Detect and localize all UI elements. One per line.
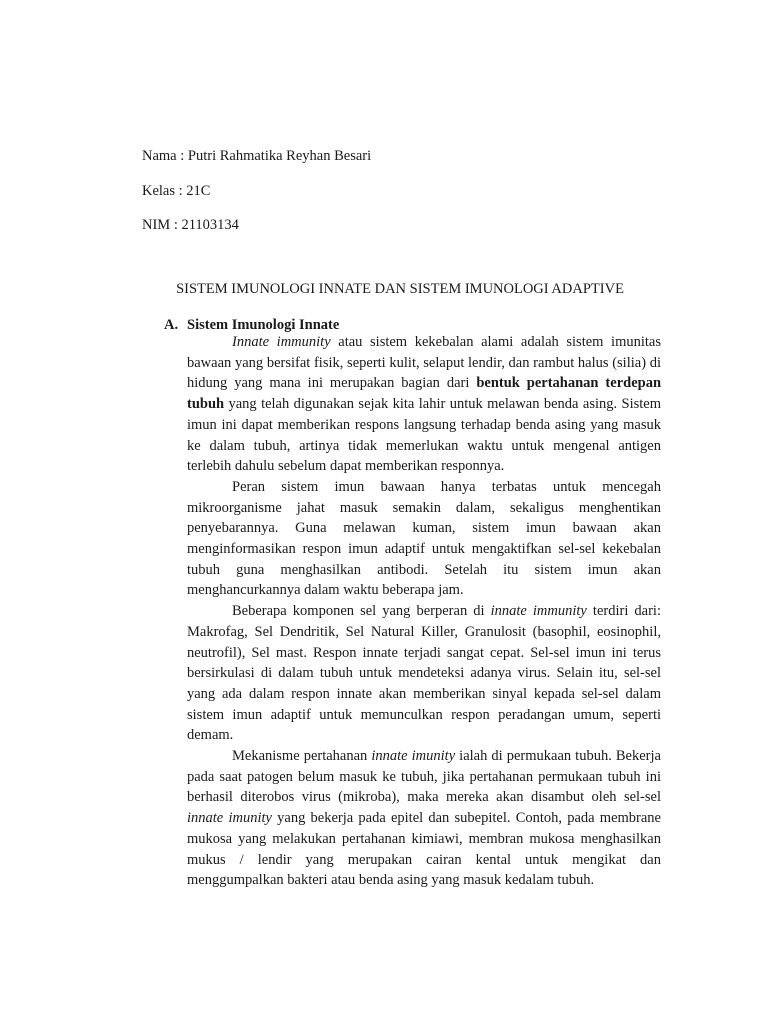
section-letter: A.	[164, 317, 179, 333]
student-nim: NIM : 21103134	[142, 217, 239, 233]
emphasis-term: innate imunity	[187, 810, 272, 827]
paragraph-1	[187, 332, 661, 477]
paragraph-text: ialah di permukaan tubuh. Bekerja pada saat patogen belum masuk ke tubuh, jika pertahanan permukaan tubuh ini berhasil diterobos virus (mikroba), maka mereka akan disambut oleh sel-sel	[187, 748, 661, 806]
student-class: Kelas : 21C	[142, 183, 211, 199]
paragraph-3	[187, 601, 661, 746]
paragraph-text: yang telah digunakan sejak kita lahir untuk melawan benda asing. Sistem imun ini dapat memberikan respons langsung terhadap benda asing yang masuk ke dalam tubuh, artinya tidak memerlukan waktu untuk mengenal antigen terlebih dahulu sebelum dapat memberikan responnya.	[187, 396, 661, 475]
emphasis-term: innate imunity	[371, 748, 456, 765]
paragraph-text: Beberapa komponen sel yang berperan di	[232, 603, 491, 620]
paragraph-text: atau sistem kekebalan alami adalah sistem imunitas bawaan yang bersifat fisik, seperti kulit, selaput lendir, dan rambut halus (silia) di hidung yang mana ini merupakan bagian dari	[187, 334, 661, 392]
document-title: SISTEM IMUNOLOGI INNATE DAN SISTEM IMUNOLOGI ADAPTIVE	[176, 281, 624, 297]
section-body	[187, 332, 661, 891]
student-name: Nama : Putri Rahmatika Reyhan Besari	[142, 148, 372, 164]
paragraph-text: yang bekerja pada epitel dan subepitel. Contoh, pada membrane mukosa yang melakukan pertahanan kimiawi, membran mukosa menghasilkan mukus / lendir yang merupakan cairan kental untuk mengikat dan menggumpalkan bakteri atau benda asing yang masuk kedalam tubuh.	[187, 810, 661, 889]
section-title: Sistem Imunologi Innate	[187, 317, 340, 333]
paragraph-text: Mekanisme pertahanan	[232, 748, 372, 765]
paragraph-4	[187, 746, 661, 891]
bold-term: bentuk pertahanan terdepan tubuh	[187, 375, 662, 413]
emphasis-term: Innate immunity	[232, 334, 331, 350]
paragraph-text: terdiri dari: Makrofag, Sel Dendritik, Sel Natural Killer, Granulosit (basophil, eosinophil, neutrofil), Sel mast. Respon innate terjadi sangat cepat. Sel-sel imun ini terus bersirkulasi di dalam tubuh untuk mendeteksi adanya virus. Selain itu, sel-sel yang ada dalam respon innate akan memberikan sinyal kepada sel-sel dalam sistem imun adaptif untuk memunculkan respon peradangan umum, seperti demam.	[187, 603, 661, 744]
emphasis-term: innate immunity	[490, 603, 587, 620]
paragraph-2: Peran sistem imun bawaan hanya terbatas untuk mencegah mikroorganisme jahat masuk semakin dalam, sekaligus menghentikan penyebarannya. Guna melawan kuman, sistem imun bawaan akan menginformasikan respon imun adaptif untuk mengaktifkan sel-sel kekebalan tubuh guna menghasilkan antibodi. Setelah itu sistem imun akan menghancurkannya dalam waktu beberapa jam.	[187, 478, 661, 599]
